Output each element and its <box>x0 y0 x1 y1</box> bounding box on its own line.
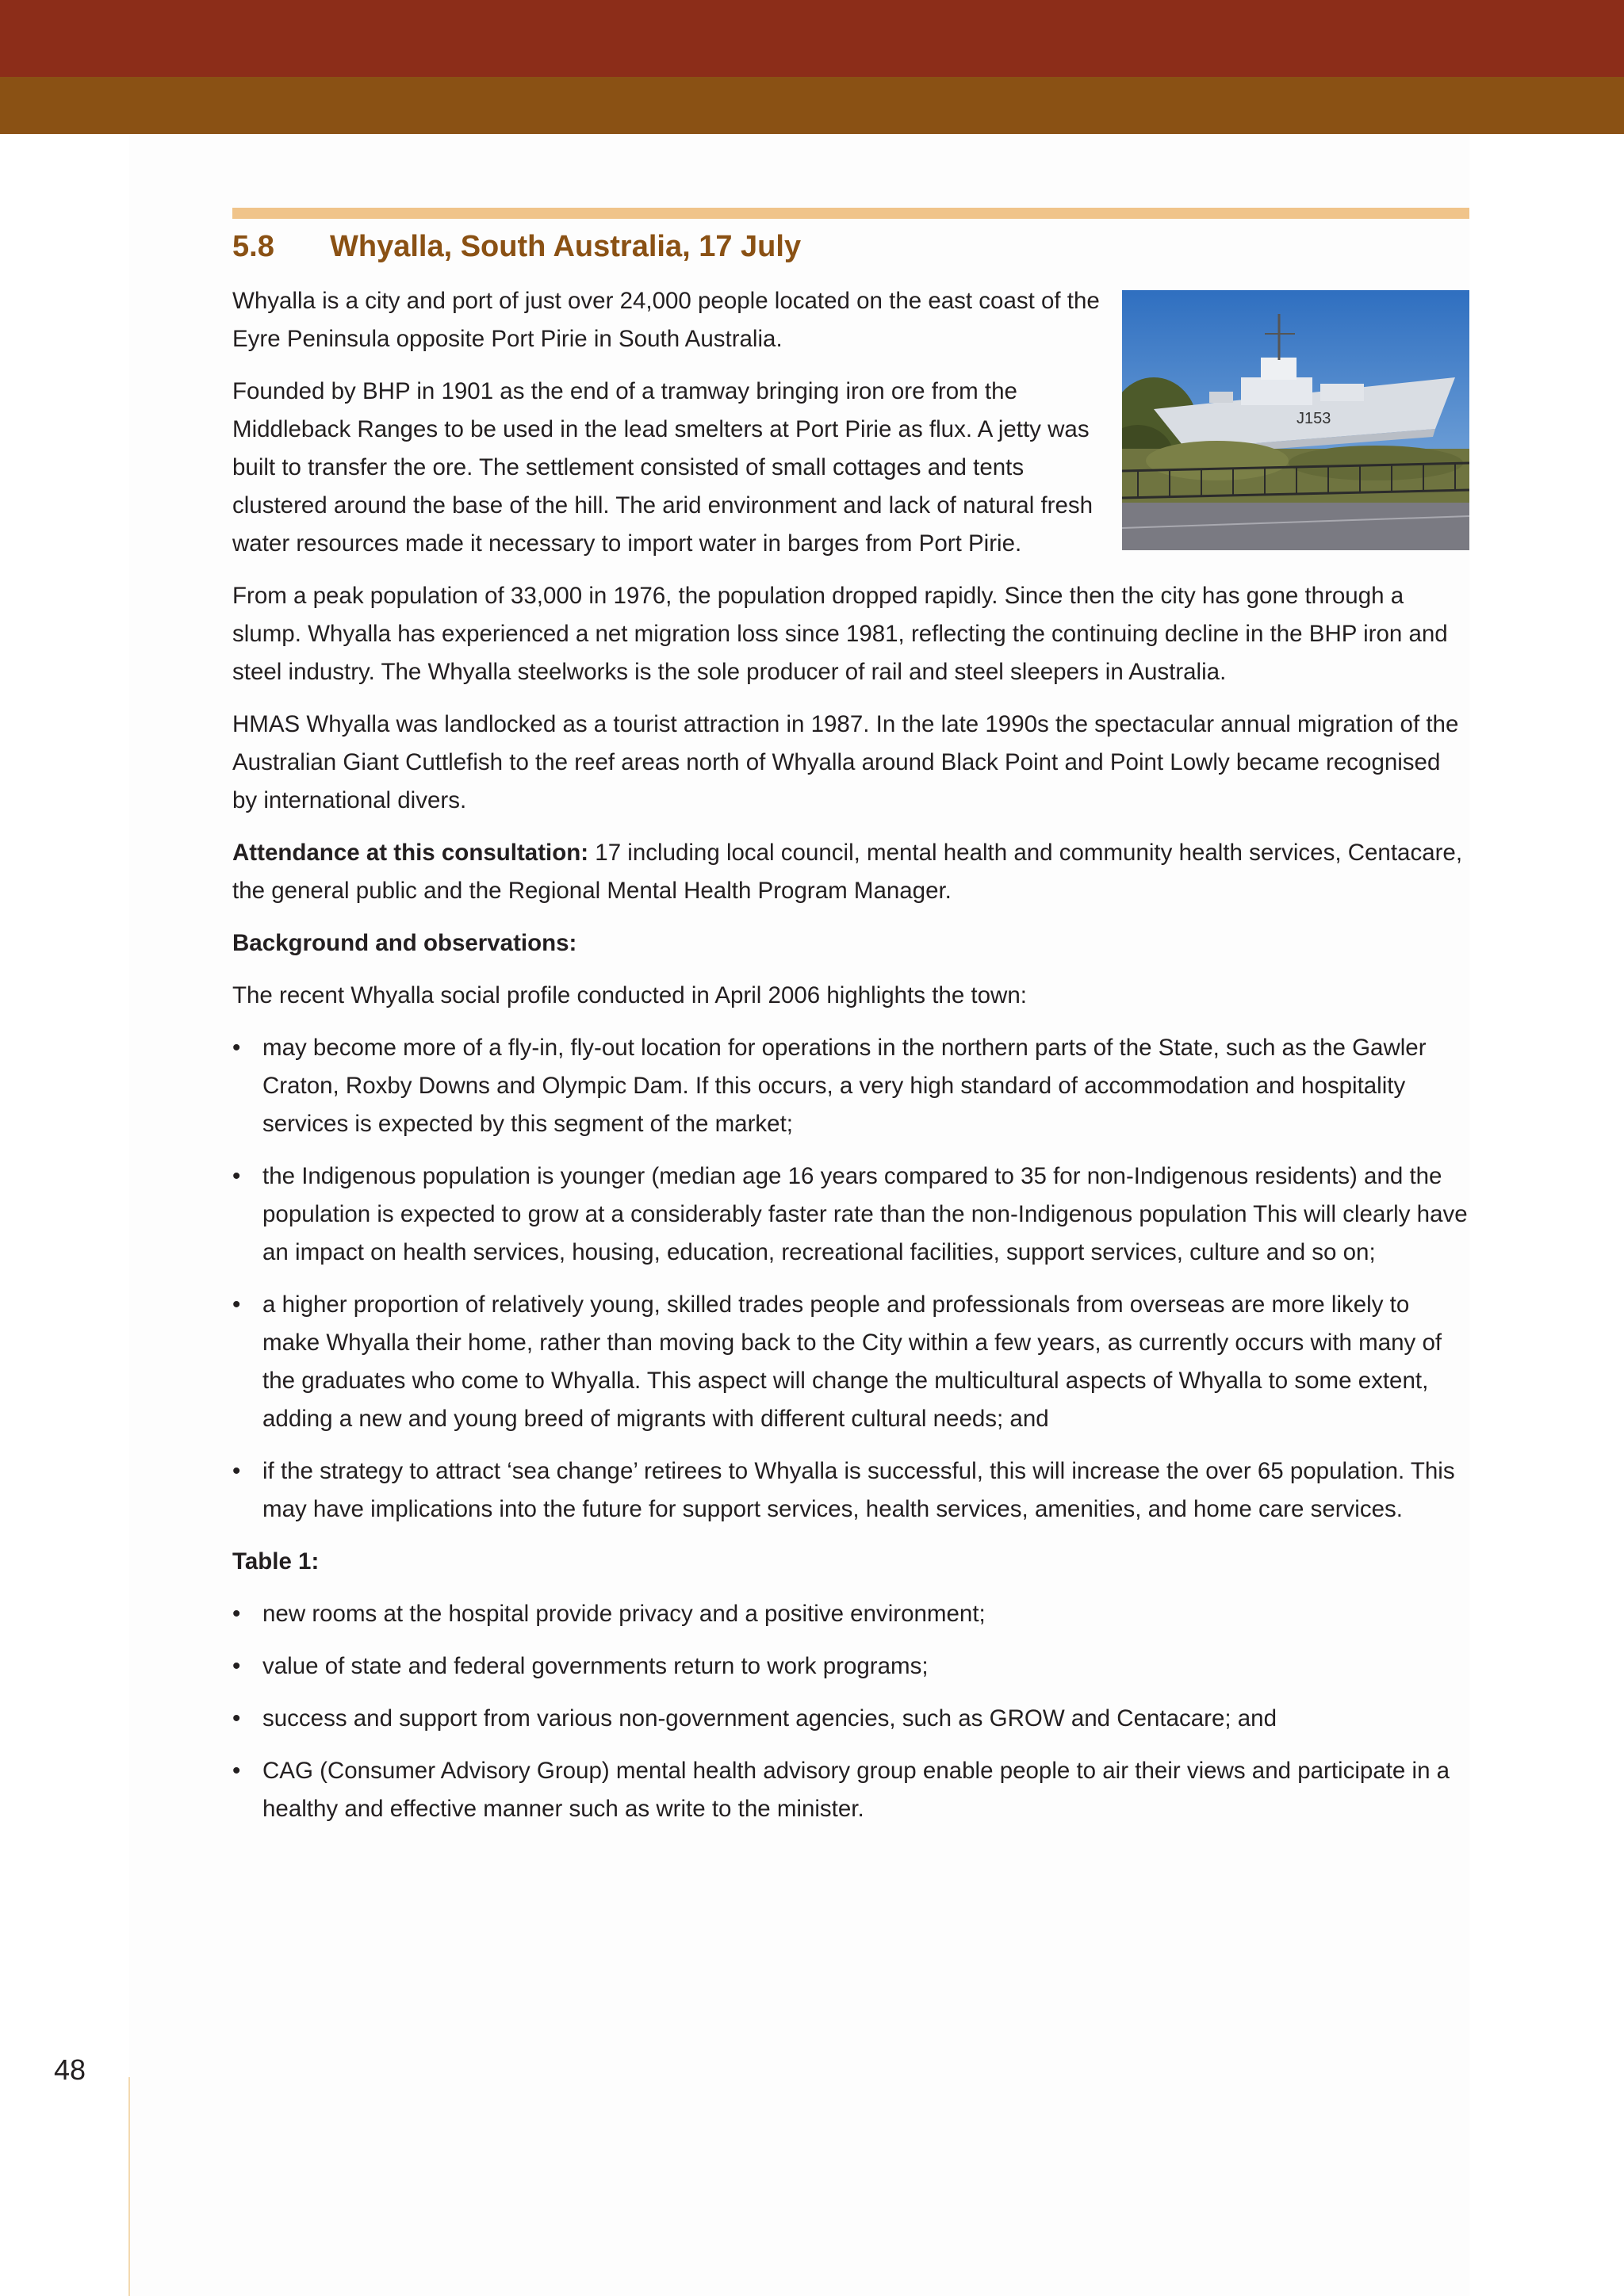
bullet-icon: • <box>232 1652 241 1679</box>
bullet-icon: • <box>232 1034 241 1061</box>
list-item-text: a higher proportion of relatively young, skilled trades people and professionals from overseas are more likely to make Whyalla their home, rather than moving back to the City within a few years, as currently occurs with many of the graduates who come to Whyalla. This aspect will change the multicultural aspects of Whyalla to some extent, adding a new and young breed of migrants with different cultural needs; and <box>262 1291 1442 1432</box>
list-item-text: success and support from various non-government agencies, such as GROW and Centacare; and <box>262 1705 1277 1732</box>
list-item-text: the Indigenous population is younger (median age 16 years compared to 35 for non-Indigenous residents) and the population is expected to grow at a considerably faster rate than the non-Indigenous population This will clearly have an impact on health services, housing, education, recreational facilities, support services, culture and so on; <box>262 1162 1468 1265</box>
list-item-text: new rooms at the hospital provide privacy and a positive environment; <box>262 1600 986 1627</box>
bullet-icon: • <box>232 1705 241 1732</box>
background-bullet-list <box>232 1029 1469 1529</box>
intro-paragraph-2: Founded by BHP in 1901 as the end of a tramway bringing iron ore from the Middleback Ranges to be used in the lead smelters at Port Pirie as flux. A jetty was built to transfer the ore. The settlement consisted of small cottages and tents clustered around the base of the hill. The arid environment and lack of natural fresh water resources made it necessary to import water in barges from Port Pirie. <box>232 377 1094 557</box>
margin-rule <box>128 2077 130 2296</box>
list-item <box>232 1752 1469 1828</box>
hmas-whyalla-photo <box>1122 290 1469 550</box>
section-title: Whyalla, South Australia, 17 July <box>330 230 802 263</box>
list-item <box>232 1029 1469 1143</box>
bullet-icon: • <box>232 1162 241 1189</box>
background-heading: Background and observations: <box>232 929 577 956</box>
attendance-label: Attendance at this consultation: <box>232 839 589 866</box>
header-band-bottom <box>0 77 1624 134</box>
intro-paragraph-1: Whyalla is a city and port of just over 24,000 people located on the east coast of the Eyre Peninsula opposite Port Pirie in South Australia. <box>232 287 1100 352</box>
heading-rule <box>232 208 1469 219</box>
table1-heading: Table 1: <box>232 1548 320 1575</box>
section-number: 5.8 <box>232 230 274 263</box>
list-item-text: value of state and federal governments return to work programs; <box>262 1652 929 1679</box>
header-band-top <box>0 0 1624 77</box>
bullet-icon: • <box>232 1600 241 1627</box>
intro-paragraph-3: From a peak population of 33,000 in 1976, the population dropped rapidly. Since then the city has gone through a slump. Whyalla has experienced a net migration loss since 1981, reflecting the continuing decline in the BHP iron and steel industry. The Whyalla steelworks is the sole producer of rail and steel sleepers in Australia. <box>232 582 1448 685</box>
list-item-text: may become more of a fly-in, fly-out location for operations in the northern parts of the State, such as the Gawler Craton, Roxby Downs and Olympic Dam. If this occurs, a very high standard of accommodation and hospitality services is expected by this segment of the market; <box>262 1034 1427 1137</box>
bullet-icon: • <box>232 1757 241 1784</box>
attendance-text: 17 including local council, mental health and community health services, Centacare, the general public and the Regional Mental Health Program Manager. <box>232 839 1463 904</box>
hull-number-label: J153 <box>1297 409 1331 427</box>
section-heading <box>232 228 1469 266</box>
list-item <box>232 1700 1469 1738</box>
list-item <box>232 1452 1469 1529</box>
bullet-icon: • <box>232 1457 241 1484</box>
page-number: 48 <box>54 2053 86 2086</box>
list-item-text: CAG (Consumer Advisory Group) mental health advisory group enable people to air their views and participate in a healthy and effective manner such as write to the minister. <box>262 1757 1450 1822</box>
list-item-text: if the strategy to attract ‘sea change’ retirees to Whyalla is successful, this will increase the over 65 population. This may have implications into the future for support services, health services, amenities, and home care services. <box>262 1457 1455 1522</box>
list-item <box>232 1595 1469 1633</box>
bullet-icon: • <box>232 1291 241 1318</box>
list-item <box>232 1286 1469 1438</box>
table1-bullet-list <box>232 1595 1469 1828</box>
intro-paragraph-4: HMAS Whyalla was landlocked as a tourist attraction in 1987. In the late 1990s the spectacular annual migration of the Australian Giant Cuttlefish to the reef areas north of Whyalla around Black Point and Point Lowly became recognised by international divers. <box>232 710 1459 813</box>
list-item <box>232 1158 1469 1272</box>
attendance-paragraph <box>232 834 1469 910</box>
background-lead: The recent Whyalla social profile conducted in April 2006 highlights the town: <box>232 982 1027 1008</box>
list-item <box>232 1647 1469 1686</box>
main-content <box>232 208 1469 1843</box>
